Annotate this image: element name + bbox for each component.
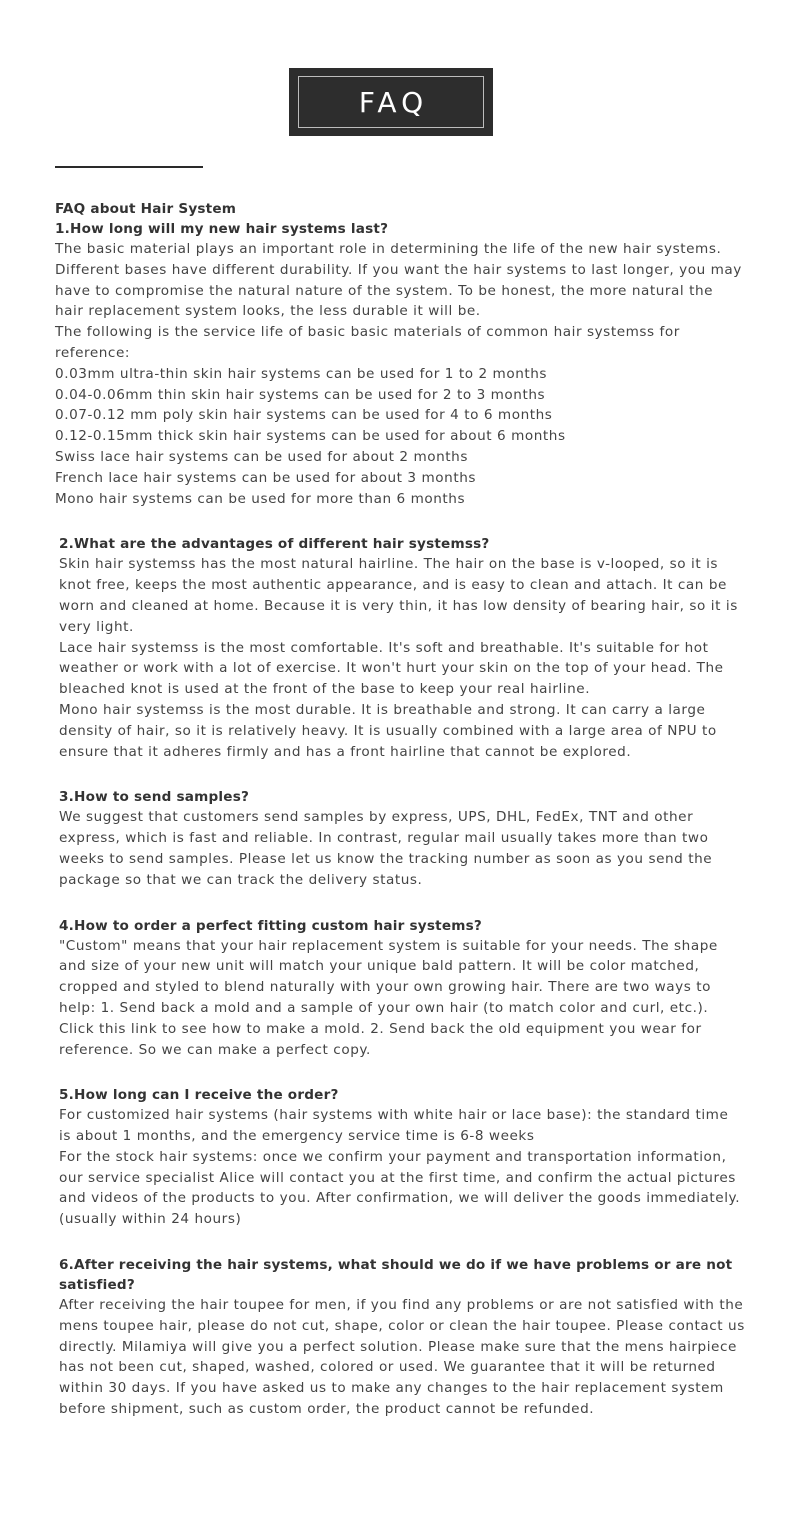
faq-answer-paragraph: The basic material plays an important role in determining the life of the new hair systems. Different bases have different durability. If you want the hair systems to last longer, you may have to compromise the natural nature of the system. To be honest, the more natural the hair replacement system looks, the less durable it will be. (55, 241, 742, 320)
faq-question: 2.What are the advantages of different hair systemss? (59, 536, 490, 553)
faq-question: 1.How long will my new hair systems last? (55, 221, 389, 237)
faq-section-6 (55, 1255, 745, 1420)
faq-answer-line: French lace hair systems can be used for about 3 months (55, 469, 476, 486)
faq-question: 5.How long can I receive the order? (59, 1087, 339, 1104)
faq-intro-title: FAQ about Hair System (55, 201, 237, 217)
faq-question: 3.How to send samples? (59, 789, 250, 806)
faq-answer-paragraph: After receiving the hair toupee for men, if you find any problems or are not satisfied with the mens toupee hair, please do not cut, shape, color or clean the hair toupee. Please contact us directly. Milamiya will give you a perfect solution. Please make sure that the mens hairpiece has not been cut, shaped, washed, colored or used. We guarantee that it will be returned within 30 days. If you have asked us to make any changes to the hair replacement system before shipment, such as custom order, the product cannot be refunded. (59, 1297, 745, 1418)
faq-answer-paragraph: For customized hair systems (hair systems with white hair or lace base): the standard time is about 1 months, and the emergency service time is 6-8 weeks (59, 1107, 729, 1145)
faq-banner (289, 68, 493, 136)
faq-question: 4.How to order a perfect fitting custom hair systems? (59, 917, 482, 934)
faq-answer-paragraph: Skin hair systemss has the most natural hairline. The hair on the base is v-looped, so it is knot free, keeps the most authentic appearance, and is easy to clean and attach. It can be worn and cleaned at home. Because it is very thin, it has low density of bearing hair, so it is very light. (59, 556, 738, 635)
faq-answer-paragraph: We suggest that customers send samples by express, UPS, DHL, FedEx, TNT and other express, which is fast and reliable. In contrast, regular mail usually takes more than two weeks to send samples. Please let us know the tracking number as soon as you send the package so that we can track the delivery status. (59, 809, 713, 888)
faq-banner-title: FAQ (358, 85, 429, 119)
faq-section-1 (55, 219, 745, 509)
divider (55, 166, 203, 168)
faq-content (55, 199, 745, 1420)
faq-answer-line: 0.03mm ultra-thin skin hair systems can be used for 1 to 2 months (55, 365, 548, 382)
faq-answer-line: Mono hair systems can be used for more than 6 months (55, 490, 466, 507)
faq-answer-paragraph: Lace hair systemss is the most comfortable. It's soft and breathable. It's suitable for hot weather or work with a lot of exercise. It won't hurt your skin on the top of your head. The bleached knot is used at the front of the base to keep your real hairline. (59, 639, 724, 698)
faq-section-2 (55, 534, 745, 762)
faq-section-3 (55, 787, 745, 890)
faq-question: 6.After receiving the hair systems, what should we do if we have problems or are not satisfied? (59, 1257, 733, 1294)
faq-section-5 (55, 1085, 745, 1230)
faq-answer-line: 0.12-0.15mm thick skin hair systems can be used for about 6 months (55, 428, 566, 445)
faq-answer-line: 0.04-0.06mm thin skin hair systems can be used for 2 to 3 months (55, 386, 546, 403)
faq-answer-paragraph: Mono hair systemss is the most durable. It is breathable and strong. It can carry a large density of hair, so it is relatively heavy. It is usually combined with a large area of NPU to ensure that it adheres firmly and has a front hairline that cannot be explored. (59, 701, 717, 760)
faq-banner-frame (298, 76, 484, 128)
faq-answer-paragraph: "Custom" means that your hair replacement system is suitable for your needs. The shape and size of your new unit will match your unique bald pattern. It will be color matched, cropped and styled to blend naturally with your own growing hair. There are two ways to help: 1. Send back a mold and a sample of your own hair (to match color and curl, etc.). Click this link to see how to make a mold. 2. Send back the old equipment you wear for reference. So we can make a perfect copy. (59, 937, 718, 1058)
faq-answer-paragraph: The following is the service life of basic basic materials of common hair systemss for reference: (55, 324, 680, 361)
faq-answer-line: 0.07-0.12 mm poly skin hair systems can be used for 4 to 6 months (55, 407, 553, 424)
faq-section-4 (55, 916, 745, 1061)
faq-answer-paragraph: For the stock hair systems: once we confirm your payment and transportation information, our service specialist Alice will contact you at the first time, and confirm the actual pictures and videos of the products to you. After confirmation, we will deliver the goods immediately. (usually within 24 hours) (59, 1148, 741, 1228)
faq-answer-line: Swiss lace hair systems can be used for about 2 months (55, 448, 468, 465)
